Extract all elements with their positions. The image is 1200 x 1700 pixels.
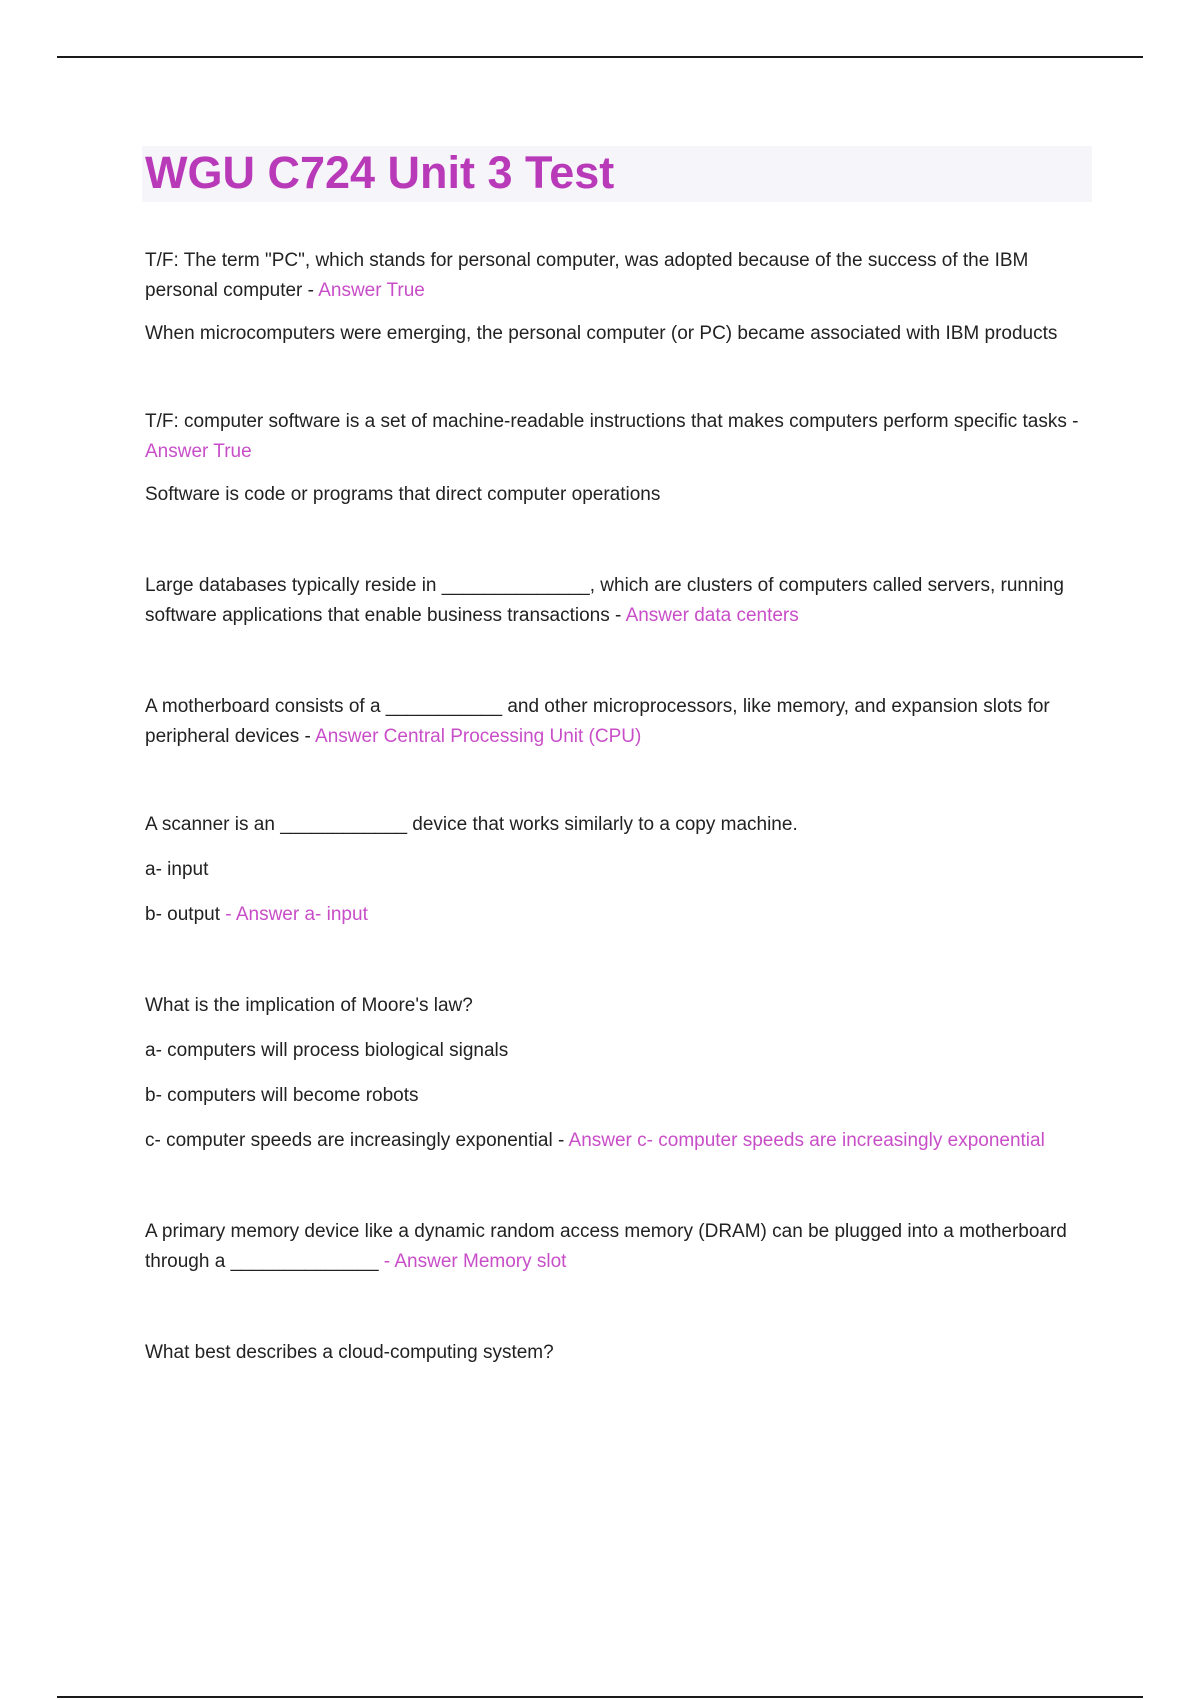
question-5-text-before: A scanner is an [145,814,281,835]
question-1-explanation: When microcomputers were emerging, the personal computer (or PC) became associated with IBM products [145,323,1058,344]
question-7-blank: ______________ [230,1251,379,1272]
question-4-answer: Answer Central Processing Unit (CPU) [315,726,642,747]
question-6-answer: Answer c- computer speeds are increasingly exponential [568,1130,1045,1151]
question-3-blank: ______________ [441,575,590,596]
question-2-text: T/F: computer software is a set of machine-readable instructions that makes computers perform specific tasks - [145,411,1079,432]
question-6-option-b: b- computers will become robots [145,1085,419,1106]
question-1-answer: Answer True [318,280,425,301]
question-4-blank: ___________ [385,696,503,717]
question-6-option-a: a- computers will process biological signals [145,1040,509,1061]
question-6-option-c-line [145,1126,1095,1156]
question-7 [145,1217,1095,1277]
document-title: WGU C724 Unit 3 Test [145,147,615,198]
page-top-rule [57,56,1143,58]
question-4-text-after: and other microprocessors, like memory, and expansion slots for peripheral devices - [145,696,1050,747]
question-3-text-after: , which are clusters of computers called servers, running software applications that enable business transactions - [145,575,1064,626]
question-7-answer: - Answer Memory slot [378,1251,567,1272]
question-2-explanation: Software is code or programs that direct computer operations [145,484,661,505]
question-8: What best describes a cloud-computing system? [145,1342,554,1363]
question-5-blank: ____________ [280,814,408,835]
question-5 [145,810,1095,840]
question-4 [145,692,1095,752]
question-5-text-after: device that works similarly to a copy machine. [407,814,798,835]
question-5-option-b: b- output [145,904,220,925]
question-4-text-before: A motherboard consists of a [145,696,386,717]
question-3-answer: Answer data centers [625,605,799,626]
question-7-text: A primary memory device like a dynamic random access memory (DRAM) can be plugged into a motherboard through a [145,1221,1067,1272]
question-1-text: T/F: The term "PC", which stands for personal computer, was adopted because of the success of the IBM personal computer - [145,250,1029,301]
question-2-answer: Answer True [145,441,252,462]
question-5-option-a: a- input [145,859,209,880]
question-5-option-b-line [145,900,1095,930]
page-bottom-rule [57,1696,1143,1698]
question-6: What is the implication of Moore's law? [145,995,473,1016]
question-3-text-before: Large databases typically reside in [145,575,442,596]
question-1 [145,246,1095,306]
question-5-answer: - Answer a- input [220,904,368,925]
question-list [145,246,1095,1368]
question-6-option-c: c- computer speeds are increasingly exponential - [145,1130,569,1151]
question-3 [145,571,1095,631]
question-2 [145,407,1095,467]
